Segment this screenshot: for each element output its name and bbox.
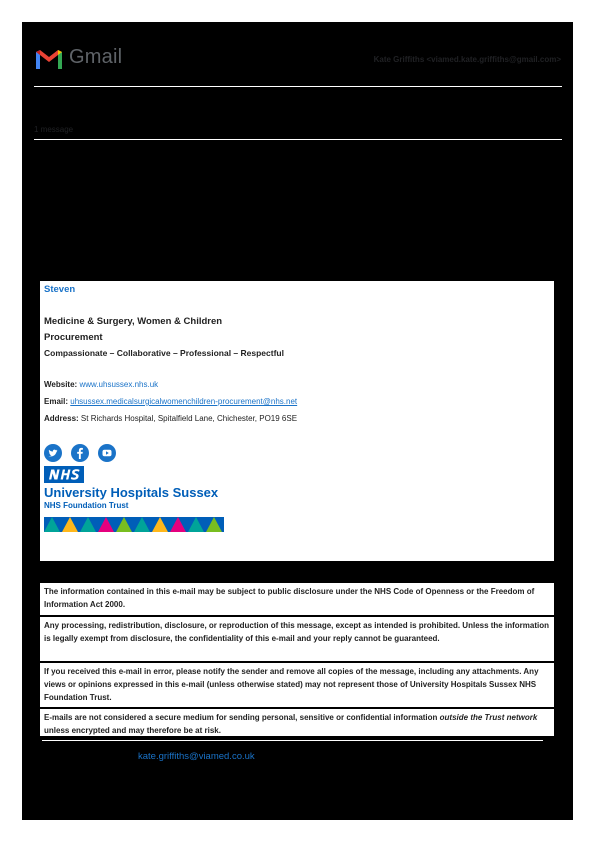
message-count: 1 message	[34, 125, 74, 134]
account-email: Kate Griffiths <viamed.kate.griffiths@gmail.com>	[373, 55, 561, 64]
email-signature	[40, 281, 554, 561]
social-links	[44, 444, 550, 462]
email-print-page	[22, 22, 573, 820]
trust-name: University Hospitals Sussex	[44, 485, 219, 500]
gmail-m-icon	[34, 47, 64, 69]
department-line-2: Procurement	[44, 332, 103, 343]
facebook-icon[interactable]	[71, 444, 89, 462]
disclaimer-foi: The information contained in this e-mail may be subject to public disclosure under the NHS Code of Openness or the Freedom of Information Act 2000.	[40, 583, 554, 615]
nhs-logo-badge	[44, 466, 84, 483]
thread-divider	[34, 139, 562, 140]
brand-stripe	[44, 517, 224, 532]
disclaimer-confidentiality: Any processing, redistribution, disclosure, or reproduction of this message, except as intended is prohibited. Unless the information is legally exempt from disclosure, the confidentiality of this e-mail and your reply cannot be guaranteed.	[40, 617, 554, 661]
trust-subtitle: NHS Foundation Trust	[44, 501, 129, 510]
nhs-logo-icon	[44, 466, 84, 483]
gmail-wordmark: Gmail	[69, 46, 123, 68]
disclaimer-security	[40, 709, 554, 736]
youtube-icon[interactable]	[98, 444, 116, 462]
disclaimer-security-text-2: unless encrypted and may therefore be at risk.	[44, 726, 221, 735]
signature-department	[44, 314, 550, 346]
website-link[interactable]: www.uhsussex.nhs.uk	[79, 380, 159, 389]
address-label: Address:	[44, 414, 79, 423]
twitter-icon[interactable]	[44, 444, 62, 462]
disclaimer-error: If you received this e-mail in error, please notify the sender and remove all copies of the message, including any attachments. Any views or opinions expressed in this e-mail (unless otherwise stated) may not represent those of University Hospitals Sussex NHS Foundation Trust.	[40, 663, 554, 707]
footer-divider	[42, 740, 543, 741]
signature-values: Compassionate – Collaborative – Professional – Respectful	[44, 348, 284, 358]
email-label: Email:	[44, 397, 69, 406]
address-row	[44, 410, 550, 427]
procurement-email-link[interactable]: uhsussex.medicalsurgicalwomenchildren-procurement@nhs.net	[70, 397, 298, 406]
recipient-email-link[interactable]: kate.griffiths@viamed.co.uk	[138, 751, 255, 762]
gmail-logo[interactable]	[34, 46, 122, 69]
header-divider	[34, 86, 562, 87]
website-row	[44, 376, 550, 393]
signature-name: Steven	[44, 284, 76, 295]
disclaimer-security-emphasis: outside the Trust network	[439, 713, 538, 722]
email-row	[44, 393, 550, 410]
address-text: St Richards Hospital, Spitalfield Lane, Chichester, PO19 6SE	[80, 414, 298, 423]
department-line-1: Medicine & Surgery, Women & Children	[44, 316, 223, 327]
disclaimer-security-text-1: E-mails are not considered a secure medium for sending personal, sensitive or confidential information	[44, 713, 440, 722]
website-label: Website:	[44, 380, 78, 389]
